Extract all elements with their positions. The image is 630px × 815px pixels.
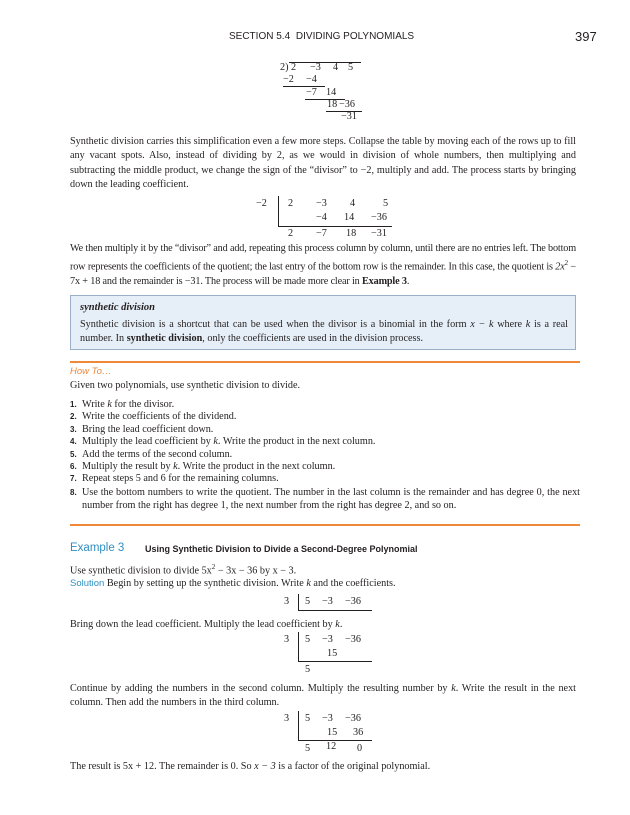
howto-steps bbox=[70, 399, 580, 513]
ex1-divisor: 3 bbox=[284, 596, 290, 607]
ex3-cell: −3 bbox=[322, 713, 333, 724]
ex2-cell: 5 bbox=[305, 634, 311, 645]
section-label: SECTION 5.4 bbox=[229, 31, 291, 42]
ld-cell: −4 bbox=[306, 74, 317, 85]
section-title: DIVIDING POLYNOMIALS bbox=[295, 31, 415, 42]
ld-cell: 14 bbox=[326, 87, 337, 98]
ex2-divisor: 3 bbox=[284, 634, 290, 645]
howto-label: How To… bbox=[70, 366, 112, 377]
ex3-vbar bbox=[298, 711, 299, 740]
howto-bottom-rule bbox=[70, 524, 580, 526]
st1-cell: 4 bbox=[350, 198, 356, 209]
ex1-cell: −3 bbox=[322, 596, 333, 607]
howto-step: 1. Write k for the divisor. bbox=[70, 399, 175, 410]
ld-cell: −2 bbox=[283, 74, 294, 85]
paragraph-synthetic-intro: Synthetic division carries this simplification even a few more steps. Collapse the table by moving each of the rows up to fill any vacant spots. Also, instead of dividing by 2, as we would in division of whole numbers, then multiplying and subtracting the middle product, we change the sign of the “divisor” to −2, multiply and add. The process starts by bringing down the leading coefficient. bbox=[70, 136, 576, 191]
st1-cell: 14 bbox=[344, 212, 355, 223]
st1-cell: −7 bbox=[316, 228, 327, 239]
ex2-cell: −3 bbox=[322, 634, 333, 645]
ex1-vbar bbox=[298, 594, 299, 610]
running-header bbox=[229, 31, 414, 42]
st1-hbar bbox=[278, 226, 392, 227]
example-task: Use synthetic division to divide $5x^2 - 3x - 36$ by x − 3. bbox=[70, 563, 297, 577]
example-title: Using Synthetic Division to Divide a Second-Degree Polynomial bbox=[145, 544, 418, 554]
ex3-cell: 15 bbox=[327, 727, 338, 738]
ex2-vbar bbox=[298, 632, 299, 661]
example-label: Example 3 bbox=[70, 542, 125, 554]
ex2-cell: −36 bbox=[345, 634, 361, 645]
st1-cell: −3 bbox=[316, 198, 327, 209]
st1-cell: 2 bbox=[288, 198, 294, 209]
st1-divisor: −2 bbox=[256, 198, 267, 209]
ex2-cell: 15 bbox=[327, 648, 338, 659]
definition-title: synthetic division bbox=[80, 302, 155, 313]
ld-cell: −7 bbox=[306, 87, 317, 98]
ld-cell: −3 bbox=[310, 62, 321, 73]
howto-top-rule bbox=[70, 361, 580, 363]
ex3-cell: −36 bbox=[345, 713, 361, 724]
step2-text: Bring down the lead coefficient. Multiply the lead coefficient by k. bbox=[70, 619, 343, 630]
howto-step: 3. Bring the lead coefficient down. bbox=[70, 423, 214, 435]
ex3-cell: 36 bbox=[353, 727, 364, 738]
result-text: The result is 5x + 12. The remainder is 0. So x − 3 is a factor of the original polynomial. bbox=[70, 761, 431, 772]
ex1-hbar bbox=[298, 610, 372, 611]
st1-cell: 5 bbox=[383, 198, 389, 209]
ex2-cell: 5 bbox=[305, 664, 311, 675]
howto-step: 6. Multiply the result by k. Write the product in the next column. bbox=[70, 460, 336, 472]
st1-vbar bbox=[278, 196, 279, 226]
ex2-hbar bbox=[298, 661, 372, 662]
definition-box bbox=[70, 295, 576, 350]
ld-cell: −36 bbox=[339, 99, 355, 110]
solution-label: Solution bbox=[70, 578, 105, 589]
ld-cell: 18 bbox=[327, 99, 338, 110]
howto-step: 8. Use the bottom numbers to write the quotient. The number in the last column is the remainder and has degree 0, the next number from the right has degree 1, the next number from the right has degree 2, and so on. bbox=[70, 486, 580, 512]
st1-cell: −36 bbox=[371, 212, 387, 223]
ld-cell: −31 bbox=[341, 111, 357, 122]
ex3-cell: 0 bbox=[357, 743, 363, 754]
howto-step: 7. Repeat steps 5 and 6 for the remaining columns. bbox=[70, 473, 279, 485]
ex3-cell: 5 bbox=[305, 713, 311, 724]
ld-cell: 2 bbox=[291, 62, 297, 73]
howto-step: 5. Add the terms of the second column. bbox=[70, 448, 233, 460]
ld-cell: 5 bbox=[348, 62, 354, 73]
page-number: 397 bbox=[575, 29, 597, 44]
ld-cell: 4 bbox=[333, 62, 339, 73]
ld-rule bbox=[283, 86, 325, 87]
st1-cell: 18 bbox=[346, 228, 357, 239]
ex1-cell: 5 bbox=[305, 596, 311, 607]
howto-step: 2. Write the coefficients of the dividend. bbox=[70, 411, 237, 423]
definition-text: Synthetic division is a shortcut that can be used when the divisor is a binomial in the form x − k where k is a real number. In synthetic division, only the coefficients are used in the division process. bbox=[80, 319, 568, 345]
st1-cell: −4 bbox=[316, 212, 327, 223]
ex1-cell: −36 bbox=[345, 596, 361, 607]
st1-cell: −31 bbox=[371, 228, 387, 239]
paragraph-quotient-explanation: We then multiply it by the “divisor” and add, repeating this process column by column, until there are no entries left. The bottom row represents the coefficients of the quotient; the last entry of the bottom row is the remainder. In this case, the quotient is $2x^2 - 7x + 18$ and the remainder is −31. The process will be made more clear in Example 3. bbox=[70, 243, 577, 288]
st1-cell: 2 bbox=[288, 228, 294, 239]
ld-divisor: 2) bbox=[280, 62, 289, 73]
howto-intro: Given two polynomials, use synthetic division to divide. bbox=[70, 380, 301, 391]
step3-text: Continue by adding the numbers in the second column. Multiply the resulting number by k. Write the result in the next column. Then add the numbers in the third column. bbox=[70, 683, 576, 709]
howto-step: 4. Multiply the lead coefficient by k. Write the product in the next column. bbox=[70, 436, 376, 448]
ex3-divisor: 3 bbox=[284, 713, 290, 724]
ex3-cell: 12 bbox=[326, 741, 337, 752]
solution-line: Solution Begin by setting up the synthetic division. Write k and the coefficients. bbox=[70, 578, 396, 589]
ex3-cell: 5 bbox=[305, 743, 311, 754]
